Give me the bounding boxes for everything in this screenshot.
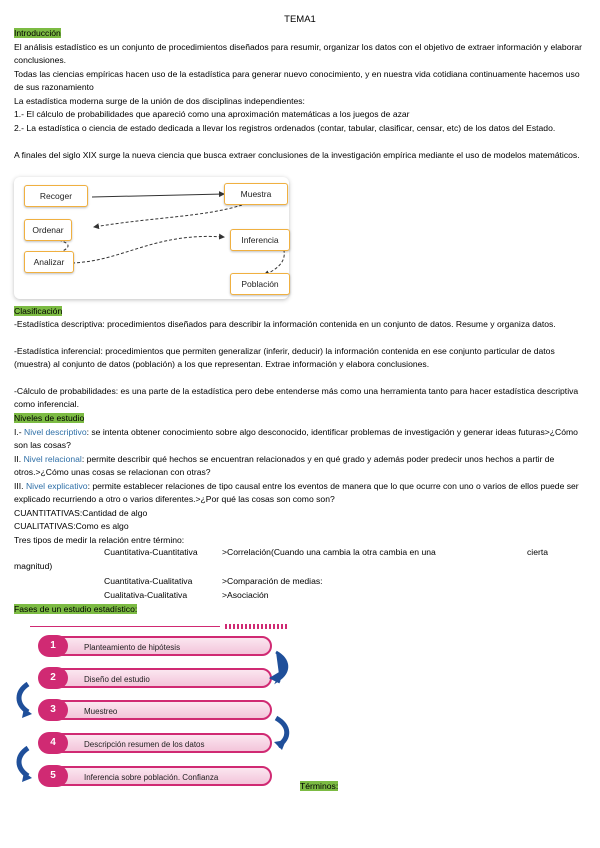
decor-line <box>30 626 220 627</box>
phase-2-label: Diseño del estudio <box>84 675 150 684</box>
phase-5-label: Inferencia sobre población. Confianza <box>84 773 219 782</box>
curved-arrow-icon <box>272 652 287 682</box>
fases-heading: Fases de un estudio estadístico: <box>14 604 138 614</box>
box-muestra: Muestra <box>224 183 288 205</box>
cuantitativas-def: CUANTITATIVAS:Cantidad de algo <box>14 508 148 518</box>
curved-arrow-icon <box>19 748 28 776</box>
nivel-descriptivo <box>14 426 584 453</box>
fases-graphic <box>10 620 295 790</box>
nivel-2-prefix: II. <box>14 454 24 464</box>
rel-2-types: Cuantitativa-Cualitativa <box>104 576 193 586</box>
arrow-muestra-ordenar <box>94 205 242 227</box>
phase-1 <box>40 636 272 656</box>
box-recoger: Recoger <box>24 185 88 207</box>
clasificacion-p3: -Cálculo de probabilidades: es una parte de la estadística pero debe entenderse más como una herramienta tanto para hacer estadística descriptiva como inferencial. <box>14 386 579 410</box>
phase-4-num: 4 <box>38 732 68 754</box>
arrow-recoger-muestra <box>92 194 224 197</box>
nivel-3-text: : permite establecer relaciones de tipo causal entre los eventos de manera que lo que ocurre con uno o varios de ellos puede ser explicado recurriendo a otro o varios diferentes.>¿Por qué las cosas son como son? <box>14 481 579 505</box>
rel-3-desc: >Asociación <box>222 590 269 600</box>
clasificacion-p2: -Estadística inferencial: procedimientos que permiten generalizar (inferir, deducir) la información contenida en ese conjunto particular de datos (muestra) al conjunto de datos (población) a los que representan. Extrae información y elabora conclusiones. <box>14 346 555 370</box>
nivel-3-prefix: III. <box>14 481 26 491</box>
intro-p2: Todas las ciencias empíricas hacen uso de la estadística para generar nuevo conocimiento, y en nuestra vida cotidiana continuamente hacemos uso de sus razonamiento <box>14 69 580 93</box>
intro-p6: A finales del siglo XIX surge la nueva ciencia que busca extraer conclusiones de la investigación empírica mediante el uso de modelos matemáticos. <box>14 150 580 160</box>
nivel-2-text: : permite describir qué hechos se encuentran relacionados y en qué grado y además poder predecir unos hechos a partir de otros.>¿Cómo unas cosas se relacionan con otras? <box>14 454 555 478</box>
nivel-1-prefix: I.- <box>14 427 25 437</box>
niveles-heading: Niveles de estudio <box>14 413 85 423</box>
intro-p4: 1.- El cálculo de probabilidades que apareció como una aproximación matemáticas a los juegos de azar <box>14 109 410 119</box>
cualitativas-def: CUALITATIVAS:Como es algo <box>14 521 129 531</box>
arrow-head-icon <box>274 740 286 750</box>
box-ordenar: Ordenar <box>24 219 72 241</box>
intro-p3: La estadística moderna surge de la unión de dos disciplinas independientes: <box>14 96 305 106</box>
phase-4 <box>40 733 272 753</box>
phase-4-label: Descripción resumen de los datos <box>84 740 205 749</box>
clasificacion-heading-line <box>14 305 584 318</box>
intro-p5: 2.- La estadística o ciencia de estado dedicada a llevar los registros ordenados (contar, tabular, clasificar, censar, etc) de los datos del Estado. <box>14 123 556 133</box>
fases-heading-line <box>14 603 584 616</box>
nivel-1-label: Nivel descriptivo <box>24 427 87 437</box>
arrow-head-icon <box>22 772 32 782</box>
nivel-3-label: Nivel explicativo <box>25 481 88 491</box>
rel-1-desc-end: magnitud) <box>14 561 53 571</box>
phase-5 <box>40 766 272 786</box>
rel-1-desc: >Correlación(Cuando una cambia la otra cambia en una <box>222 547 436 557</box>
arrow-analizar-inferencia <box>72 236 224 263</box>
intro-heading: Introducción <box>14 28 61 38</box>
phase-2 <box>40 668 272 688</box>
rel-3-types: Cualitativa-Cualitativa <box>104 590 188 600</box>
curved-arrow-icon <box>19 684 28 712</box>
process-diagram <box>14 177 289 299</box>
nivel-explicativo <box>14 480 584 507</box>
phase-3-label: Muestreo <box>84 707 118 716</box>
phase-3-num: 3 <box>38 699 68 721</box>
intro-heading-line <box>14 27 584 40</box>
nivel-relacional <box>14 453 584 480</box>
terminos-heading: Términos: <box>300 781 339 791</box>
box-inferencia: Inferencia <box>230 229 290 251</box>
decor-bar <box>225 624 287 629</box>
arrow-head-icon <box>22 708 32 718</box>
phase-5-num: 5 <box>38 765 68 787</box>
nivel-2-label: Nivel relacional <box>23 454 82 464</box>
niveles-heading-line <box>14 412 584 425</box>
rel-2-desc: >Comparación de medias: <box>222 576 323 586</box>
clasificacion-heading: Clasificación <box>14 306 63 316</box>
box-poblacion: Población <box>230 273 290 295</box>
phase-1-num: 1 <box>38 635 68 657</box>
phase-2-num: 2 <box>38 667 68 689</box>
tres-tipos: Tres tipos de medir la relación entre término: <box>14 535 185 545</box>
clasificacion-p1: -Estadística descriptiva: procedimientos diseñados para describir la información contenida en un conjunto de datos. Resume y organiza datos. <box>14 319 556 329</box>
phase-1-label: Planteamiento de hipótesis <box>84 643 181 652</box>
nivel-1-text: : se intenta obtener conocimiento sobre algo desconocido, identificar problemas de investigación y generar ideas futuras>¿Cómo son las cosas? <box>14 427 578 451</box>
intro-p1: El análisis estadístico es un conjunto de procedimientos diseñados para resumir, organizar los datos con el objetivo de extraer información y elaborar conclusiones. <box>14 42 582 66</box>
terminos-heading-line <box>300 781 338 791</box>
page-title: TEMA1 <box>284 14 316 25</box>
rel-1-desc-cont: cierta <box>527 547 549 557</box>
rel-1-types: Cuantitativa-Cuantitativa <box>104 547 198 557</box>
curved-arrow-icon <box>276 718 287 746</box>
box-analizar: Analizar <box>24 251 74 273</box>
phase-3 <box>40 700 272 720</box>
